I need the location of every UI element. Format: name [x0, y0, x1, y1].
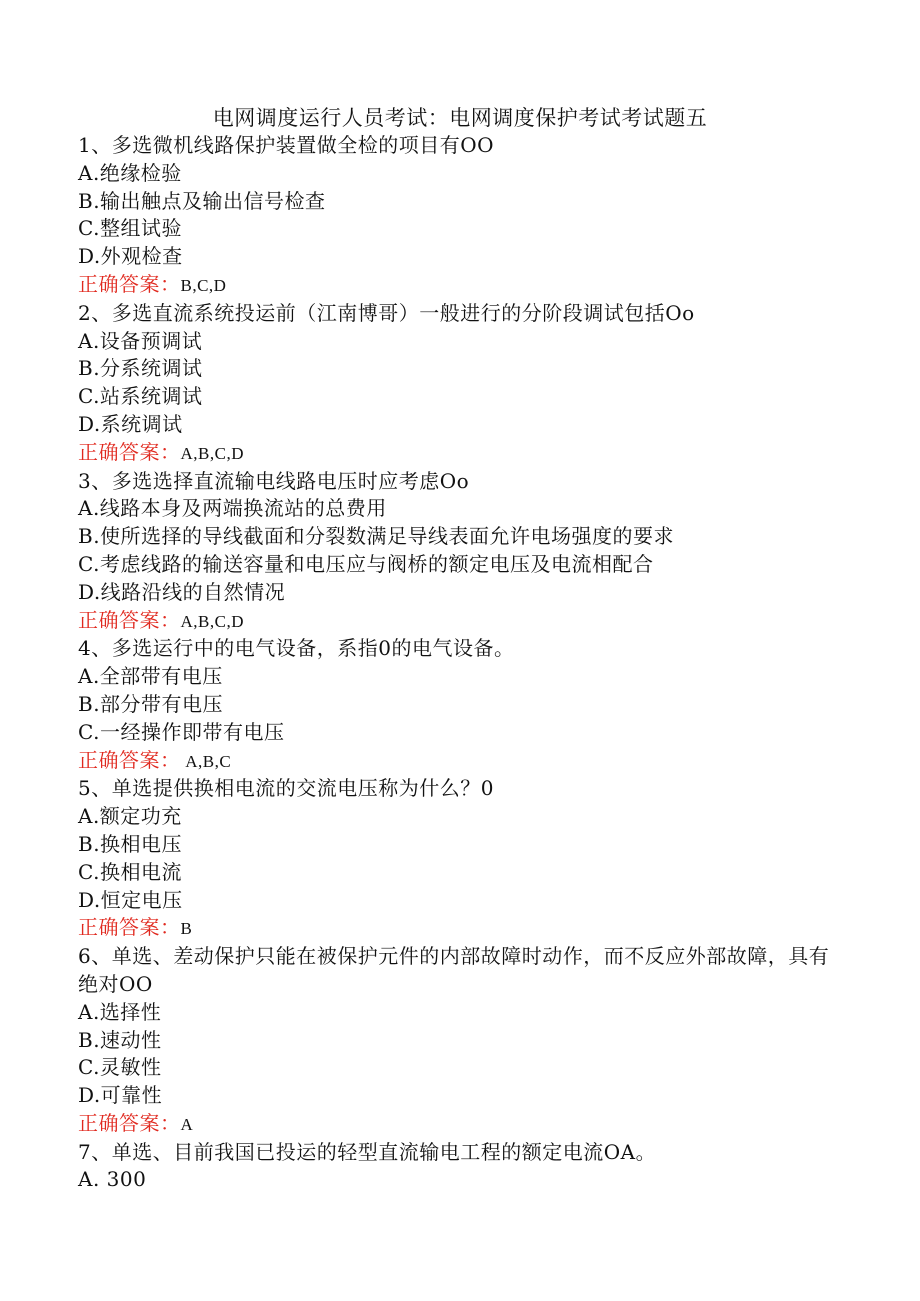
answer-label: 正确答案：	[78, 439, 181, 464]
question-option: A.设备预调试	[78, 328, 203, 353]
answer-line	[78, 439, 848, 468]
question-option: D.外观检查	[78, 244, 183, 269]
answer-label: 正确答案：	[78, 607, 181, 632]
question-option: C.换相电流	[78, 859, 182, 884]
answer-label: 正确答案：	[78, 271, 181, 296]
question-option: A.全部带有电压	[78, 664, 223, 689]
answer-value: A,B,C,D	[180, 443, 244, 463]
question-list	[78, 132, 848, 1194]
question-option: D.恒定电压	[78, 887, 183, 912]
answer-label: 正确答案：	[78, 915, 181, 940]
question-option: A.选择性	[78, 999, 162, 1024]
answer-value: A,B,C	[180, 751, 232, 771]
question-option: B.分系统调试	[78, 356, 203, 381]
answer-label: 正确答案：	[78, 1110, 181, 1135]
answer-label: 正确答案：	[78, 747, 181, 772]
document-title: 电网调度运行人员考试：电网调度保护考试考试题五	[212, 106, 708, 130]
question-option: C.一经操作即带有电压	[78, 719, 285, 744]
question-option: A. 300	[78, 1167, 147, 1192]
question-option: C.站系统调试	[78, 384, 203, 409]
question-stem: 6、单选、差动保护只能在被保护元件的内部故障时动作，而不反应外部故障，具有绝对OO	[78, 944, 830, 996]
question-stem: 7、单选、目前我国已投运的轻型直流输电工程的额定电流OA。	[78, 1139, 657, 1164]
question-option: B.换相电压	[78, 831, 183, 856]
question-stem: 3、多选选择直流输电线路电压时应考虑Oo	[78, 468, 470, 493]
question-option: A.额定功充	[78, 804, 182, 829]
answer-value: B,C,D	[180, 275, 227, 295]
answer-line	[78, 1110, 848, 1139]
question-option: D.线路沿线的自然情况	[78, 579, 286, 604]
answer-value: B	[180, 919, 193, 939]
question-stem: 1、多选微机线路保护装置做全检的项目有OO	[78, 133, 495, 157]
question-option: D.系统调试	[78, 411, 183, 436]
answer-value: A	[180, 1114, 194, 1134]
question-stem: 5、单选提供换相电流的交流电压称为什么？0	[78, 776, 494, 801]
answer-value: A,B,C,D	[180, 611, 244, 631]
answer-line	[78, 914, 848, 943]
question-option: A.绝缘检验	[78, 160, 182, 185]
question-option: B.使所选择的导线截面和分裂数满足导线表面允许电场强度的要求	[78, 524, 675, 549]
question-option: B.部分带有电压	[78, 691, 224, 716]
question-option: C.灵敏性	[78, 1055, 162, 1080]
question-option: C.考虑线路的输送容量和电压应与阀桥的额定电压及电流相配合	[78, 551, 654, 576]
question-stem: 2、多选直流系统投运前（江南博哥）一般进行的分阶段调试包括Oo	[78, 300, 695, 325]
question-option: B.速动性	[78, 1027, 162, 1052]
question-stem: 4、多选运行中的电气设备，系指0的电气设备。	[78, 636, 515, 661]
question-option: C.整组试验	[78, 216, 182, 241]
question-option: B.输出触点及输出信号检查	[78, 188, 326, 213]
answer-line	[78, 271, 848, 300]
answer-line	[78, 607, 848, 636]
answer-line	[78, 747, 848, 776]
question-option: D.可靠性	[78, 1083, 163, 1108]
question-option: A.线路本身及两端换流站的总费用	[78, 496, 387, 521]
